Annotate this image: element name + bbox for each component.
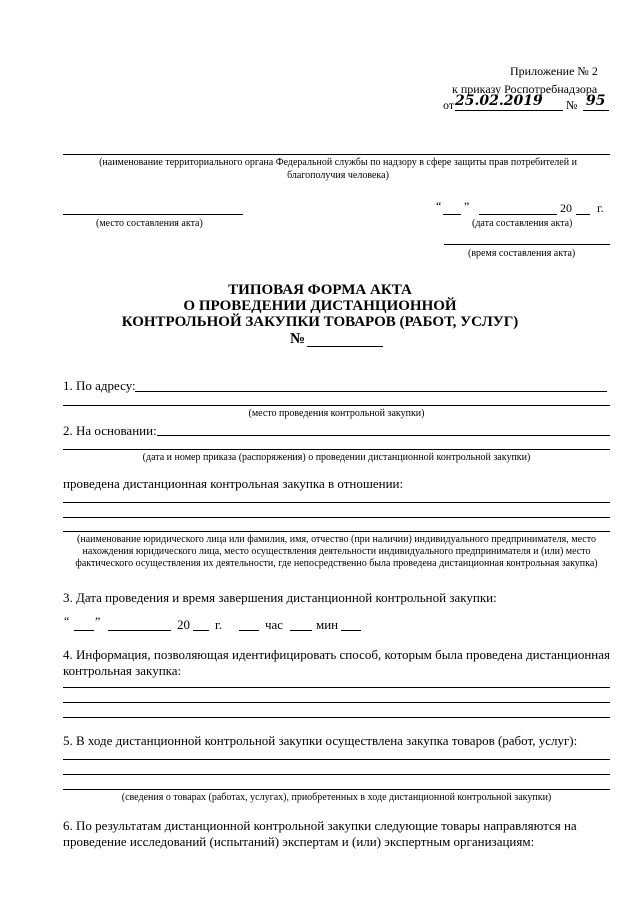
section-4-line-2[interactable] <box>63 702 610 703</box>
date-quote-open: “ <box>436 199 442 213</box>
s3-minute-line[interactable] <box>290 630 312 631</box>
section-4-label: 4. Информация, позволяющая идентифицировать способ, которым была проведена дистанционная контрольная закупка: <box>63 647 610 678</box>
form-number-line[interactable] <box>307 346 383 347</box>
date-quote-close: ” <box>464 199 470 213</box>
section-2-label: 2. На основании: <box>63 423 157 438</box>
s3-day-line[interactable] <box>74 630 94 631</box>
s3-minute-label: мин <box>316 617 339 632</box>
org-name-line[interactable] <box>63 154 610 155</box>
order-date-line <box>455 110 563 111</box>
date-year-prefix: 20 <box>560 201 572 215</box>
time-line[interactable] <box>444 244 610 245</box>
date-year-line[interactable] <box>576 214 590 215</box>
place-caption: (место составления акта) <box>96 218 203 229</box>
section-5-caption: (сведения о товарах (работах, услугах), приобретенных в ходе дистанционной контрольной закупки) <box>121 792 552 803</box>
form-title-line-2: О ПРОВЕДЕНИИ ДИСТАНЦИОННОЙ <box>183 298 457 314</box>
appendix-label: Приложение № 2 <box>510 64 598 78</box>
section-4-line-3[interactable] <box>63 717 610 718</box>
order-number-line <box>583 110 609 111</box>
place-line[interactable] <box>63 214 243 215</box>
section-5-line-1[interactable] <box>63 759 610 760</box>
order-number-label: № <box>566 98 578 112</box>
s3-year-suffix: г. <box>215 617 223 632</box>
s3-month-line[interactable] <box>108 630 171 631</box>
s3-hour-line[interactable] <box>239 630 259 631</box>
section-2-line[interactable] <box>157 435 610 436</box>
s3-year-line[interactable] <box>193 630 209 631</box>
section-6-label: 6. По результатам дистанционной контрольной закупки следующие товары направляются на проведение исследований (испытаний) экспертам и (или) экспертным организациям: <box>63 818 577 849</box>
entity-line-3[interactable] <box>63 531 610 532</box>
section-1-line[interactable] <box>135 391 607 392</box>
section-5-label: 5. В ходе дистанционной контрольной закупки осуществлена закупка товаров (работ, услуг): <box>63 733 578 748</box>
form-number-label: № <box>290 331 306 347</box>
section-1-caption: (место проведения контрольной закупки) <box>248 408 425 419</box>
time-caption: (время составления акта) <box>468 248 576 259</box>
section-1-line-2[interactable] <box>63 405 610 406</box>
entity-caption: (наименование юридического лица или фамилия, имя, отчество (при наличии) индивидуального предпринимателя, место нахождения юридического лица, место осуществления деятельности индивидуального предпринимателя и (или) место фактического осуществления их деятельности, где непосредственно была проведена дистанционная контрольная закупка) <box>75 534 598 569</box>
s3-quote-close: ” <box>95 614 101 628</box>
s3-year-prefix: 20 <box>177 617 190 632</box>
conducted-label: проведена дистанционная контрольная закупка в отношении: <box>63 476 404 491</box>
section-5-line-2[interactable] <box>63 774 610 775</box>
date-day-line[interactable] <box>443 214 461 215</box>
s3-quote-open: “ <box>64 614 70 628</box>
section-2-line-2[interactable] <box>63 449 610 450</box>
entity-line-2[interactable] <box>63 517 610 518</box>
date-month-line[interactable] <box>479 214 557 215</box>
section-2-caption: (дата и номер приказа (распоряжения) о проведении дистанционной контрольной закупки) <box>142 452 531 463</box>
date-year-suffix: г. <box>597 201 604 215</box>
order-number-handwritten: 95 <box>586 93 606 109</box>
form-title-line-3: КОНТРОЛЬНОЙ ЗАКУПКИ ТОВАРОВ (РАБОТ, УСЛУГ) <box>121 314 519 330</box>
section-3-label: 3. Дата проведения и время завершения дистанционной контрольной закупки: <box>63 590 497 605</box>
section-5-line-3[interactable] <box>63 789 610 790</box>
section-4-line-1[interactable] <box>63 687 610 688</box>
order-date-handwritten: 25.02.2019 <box>455 93 543 109</box>
form-title-line-1: ТИПОВАЯ ФОРМА АКТА <box>228 282 412 298</box>
date-caption: (дата составления акта) <box>472 218 573 229</box>
order-reference: к приказу Роспотребнадзора <box>452 82 598 96</box>
s3-minute-value-line[interactable] <box>341 630 361 631</box>
section-1-label: 1. По адресу: <box>63 378 136 393</box>
order-date-prefix: от <box>443 98 455 112</box>
s3-hour-label: час <box>265 617 284 632</box>
org-name-caption: (наименование территориального органа Федеральной службы по надзору в сфере защиты прав потребителей и благополучия человека) <box>99 157 577 181</box>
entity-line-1[interactable] <box>63 502 610 503</box>
